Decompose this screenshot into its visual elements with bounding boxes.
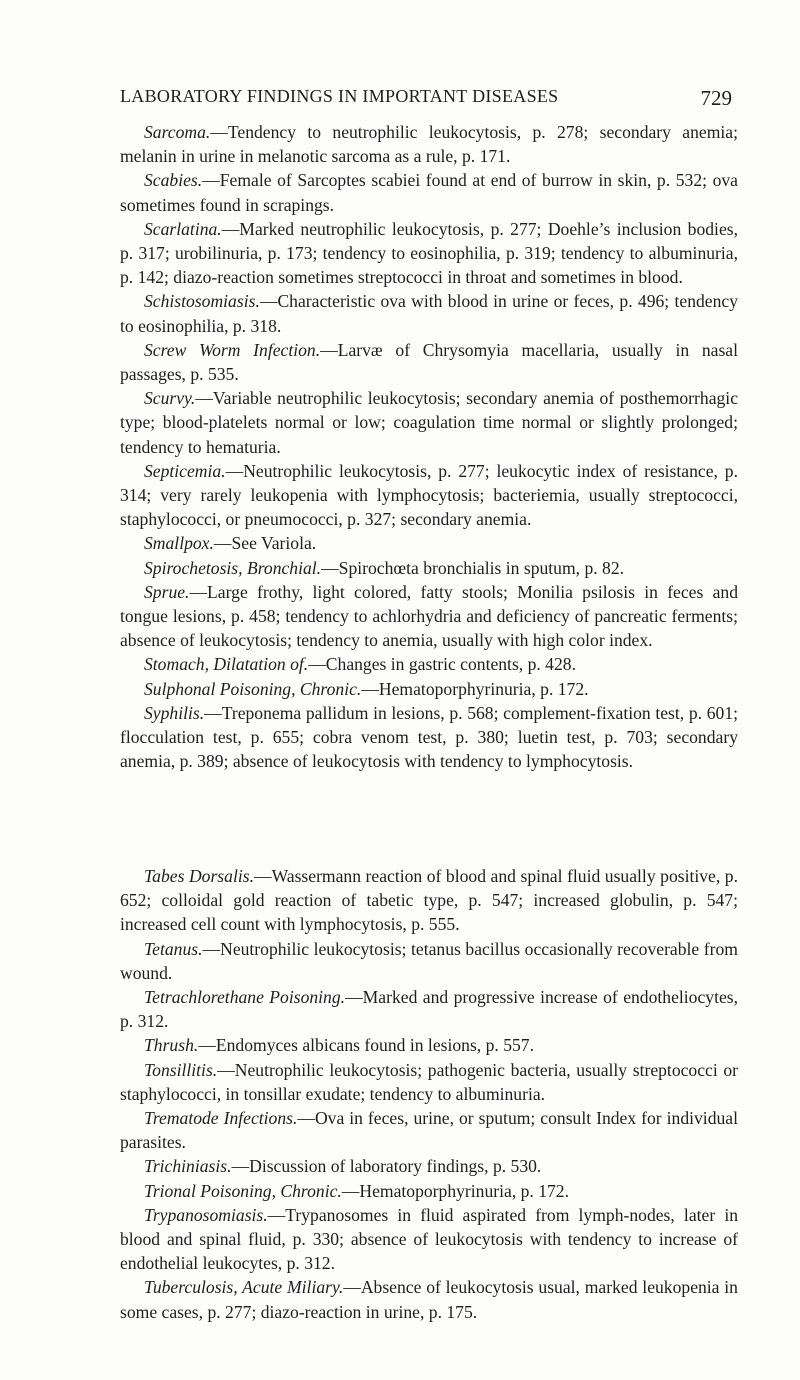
entry-term: Trional Poisoning, Chronic. <box>144 1180 342 1201</box>
entry-sulphonal-poisoning <box>120 677 738 701</box>
entry-text: —Spirochœta bronchialis in sputum, p. 82. <box>321 557 625 578</box>
entry-septicemia <box>120 459 738 532</box>
entry-term: Stomach, Dilatation of. <box>144 654 309 675</box>
entry-text: —Endomyces albicans found in lesions, p. 557. <box>198 1035 534 1056</box>
entry-term: Trypanosomiasis. <box>144 1204 268 1225</box>
entry-text: —Changes in gastric contents, p. 428. <box>308 654 576 675</box>
entry-text: —Larvæ of Chrysomyia macellaria, usually in nasal passages, p. 535. <box>120 339 738 385</box>
entry-spirochetosis-bronchial <box>120 556 738 580</box>
entry-text: —Neutrophilic leukocytosis; tetanus bacillus occasionally recoverable from wound. <box>120 938 738 983</box>
entry-text: —Variable neutrophilic leukocytosis; secondary anemia of posthemorrhagic type; blood-platelets normal or low; coagulation time normal or slightly prolonged; tendency to hematuria. <box>120 388 738 457</box>
entry-text: —Absence of leukocytosis usual, marked leukopenia in some cases, p. 277; diazo-reaction in urine, p. 175. <box>120 1277 738 1322</box>
entry-text: —Hematoporphyrinuria, p. 172. <box>341 1180 570 1201</box>
entry-term: Scabies. <box>144 170 203 191</box>
entry-term: Syphilis. <box>144 702 205 723</box>
entry-term: Smallpox. <box>144 533 214 554</box>
entry-text: —Tendency to neutrophilic leukocytosis, p. 278; secondary anemia; melanin in urine in melanotic sarcoma as a rule, p. 171. <box>120 122 738 167</box>
entry-term: Tetanus. <box>144 938 203 959</box>
entry-text: —Treponema pallidum in lesions, p. 568; complement-fixation test, p. 601; flocculation test, p. 655; cobra venom test, p. 380; luetin test, p. 703; secondary anemia, p. 389; absence of leukocytosis with tendency to lymphocytosis. <box>120 702 738 772</box>
entry-trichiniasis <box>120 1154 738 1178</box>
entry-text: —Marked neutrophilic leukocytosis, p. 277; Doehle’s inclusion bodies, p. 317; urobilinuria, p. 173; tendency to eosinophilia, p. 319; tendency to albuminuria, p. 142; diazo-reaction sometimes streptococci in throat and sometimes in blood. <box>120 218 738 288</box>
entry-text: —Large frothy, light colored, fatty stools; Monilia psilosis in feces and tongue lesions, p. 458; tendency to achlorhydria and deficiency of pancreatic ferments; absence of leukocytosis; tendency to anemia, usually with high color index. <box>120 581 738 651</box>
entry-term: Scurvy. <box>144 388 196 409</box>
entry-term: Trichiniasis. <box>144 1156 232 1177</box>
page-number: 729 <box>700 86 732 110</box>
entry-sprue <box>120 580 738 653</box>
entry-trional-poisoning <box>120 1179 738 1203</box>
entry-smallpox <box>120 531 738 555</box>
entry-trematode-infections <box>120 1106 738 1154</box>
entry-tonsillitis <box>120 1058 738 1106</box>
entries-section-t <box>120 864 738 1324</box>
entry-term: Tetrachlorethane Poisoning. <box>144 987 346 1008</box>
entry-syphilis <box>120 701 738 774</box>
entry-term: Sulphonal Poisoning, Chronic. <box>144 678 362 699</box>
entry-term: Sarcoma. <box>144 122 211 142</box>
entry-stomach-dilatation <box>120 652 738 676</box>
entry-term: Schistosomiasis. <box>144 291 260 312</box>
page-header <box>120 86 732 116</box>
entry-text: —Trypanosomes in fluid aspirated from lymph-nodes, later in blood and spinal fluid, p. 330; absence of leukocytosis with tendency to increase of endothelial leukocytes, p. 312. <box>120 1204 738 1274</box>
entry-text: —Characteristic ova with blood in urine or feces, p. 496; tendency to eosinophilia, p. 318. <box>120 291 738 336</box>
entry-text: —Marked and progressive increase of endotheliocytes, p. 312. <box>120 987 739 1032</box>
running-title: LABORATORY FINDINGS IN IMPORTANT DISEASES <box>120 86 559 106</box>
entry-term: Sprue. <box>144 581 190 602</box>
entry-tabes-dorsalis <box>120 864 738 937</box>
entry-tetrachlorethane-poisoning <box>120 985 738 1033</box>
entry-schistosomiasis <box>120 289 738 337</box>
entry-term: Screw Worm Infection. <box>144 339 321 360</box>
entry-term: Spirochetosis, Bronchial. <box>144 557 322 578</box>
entry-text: —Neutrophilic leukocytosis; pathogenic bacteria, usually streptococci or staphylococci, in tonsillar exudate; tendency to albuminuria. <box>120 1059 738 1104</box>
entries-section-s <box>120 120 738 773</box>
entry-sarcoma <box>120 120 738 168</box>
entry-scabies <box>120 168 738 216</box>
entry-term: Tabes Dorsalis. <box>144 866 254 886</box>
entry-thrush <box>120 1033 738 1057</box>
entry-trypanosomiasis <box>120 1203 738 1276</box>
entry-text: —Wassermann reaction of blood and spinal fluid usually positive, p. 652; colloidal gold reaction of tabetic type, p. 547; increased globulin, p. 547; increased cell count with lymphocytosis, p. 555. <box>120 866 738 935</box>
entry-scurvy <box>120 386 738 459</box>
entry-term: Thrush. <box>144 1035 199 1056</box>
entry-text: —Female of Sarcoptes scabiei found at end of burrow in skin, p. 532; ova sometimes found in scrapings. <box>120 170 738 215</box>
entry-text: —See Variola. <box>213 533 317 554</box>
entry-text: —Discussion of laboratory findings, p. 530. <box>231 1156 542 1177</box>
entry-term: Tonsillitis. <box>144 1059 218 1080</box>
entry-tuberculosis-acute-miliary <box>120 1275 738 1323</box>
entry-term: Tuberculosis, Acute Miliary. <box>144 1277 344 1298</box>
entry-term: Septicemia. <box>144 460 226 481</box>
entry-screw-worm-infection <box>120 338 738 386</box>
entry-term: Scarlatina. <box>144 218 222 239</box>
entry-text: —Neutrophilic leukocytosis, p. 277; leukocytic index of resistance, p. 314; very rarely leukopenia with lymphocytosis; bacteriemia, usually streptococci, staphylococci, or pneumococci, p. 327; secondary anemia. <box>120 460 738 530</box>
entry-term: Trematode Infections. <box>144 1108 298 1129</box>
entry-text: —Hematoporphyrinuria, p. 172. <box>361 678 589 699</box>
entry-scarlatina <box>120 217 738 290</box>
entry-tetanus <box>120 937 738 985</box>
entry-text: —Ova in feces, urine, or sputum; consult Index for individual parasites. <box>120 1108 738 1153</box>
